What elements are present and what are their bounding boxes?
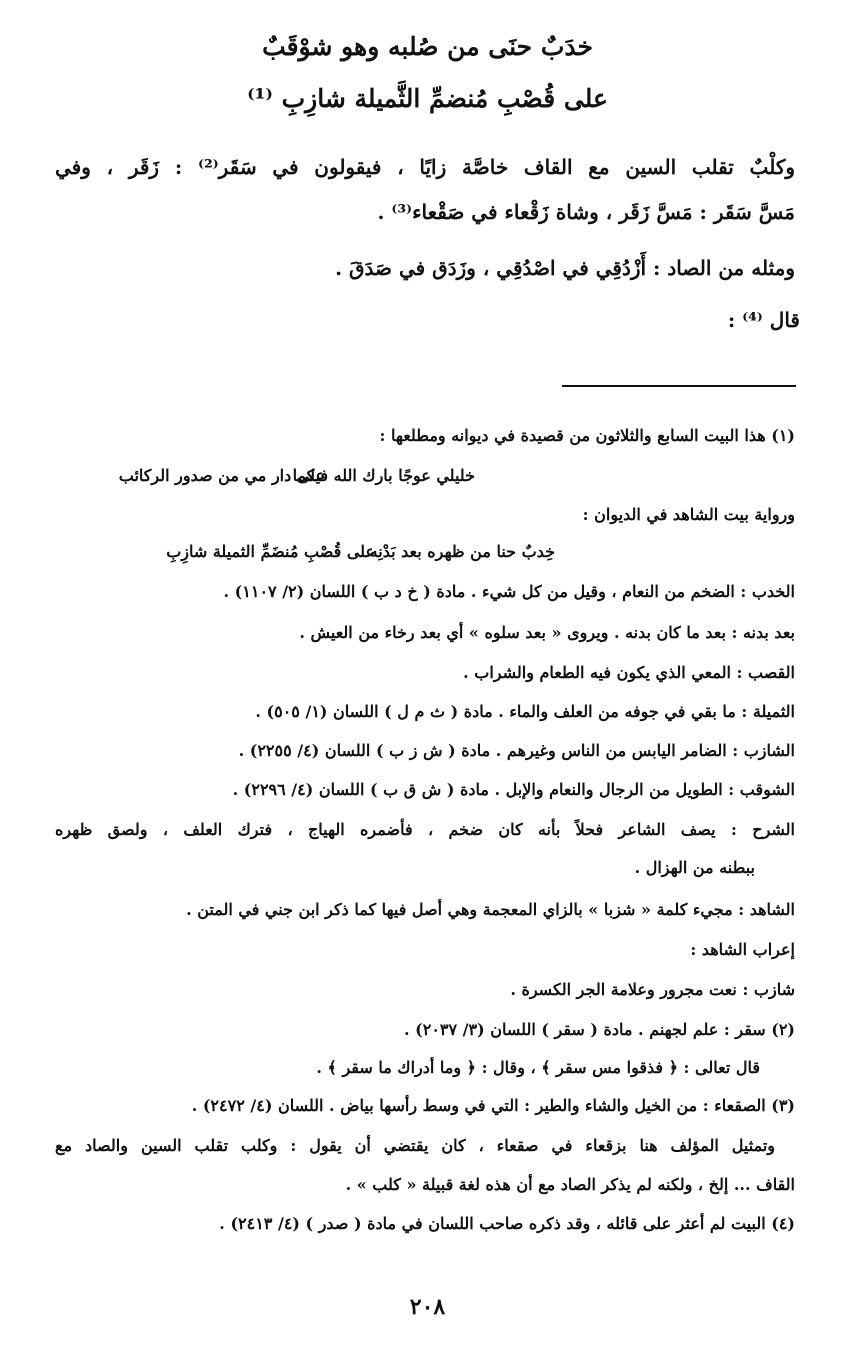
footnote-line: (٤) البيت لم أعثر على قائله ، وقد ذكره صاحب اللسان في مادة ( صدر ) (٤/ ٢٤١٣) . <box>219 1214 795 1233</box>
footnote-line: الثميلة : ما بقي في جوفه من العلف والماء . مادة ( ث م ل ) اللسان (١/ ٥٠٥) . <box>255 702 795 721</box>
footnote-1-riwaya: ورواية بيت الشاهد في الديوان : <box>582 505 795 524</box>
footnote-line: ببطنه من الهزال . <box>634 858 755 877</box>
footnote-line: الشوقب : الطويل من الرجال والنعام والإبل . مادة ( ش ق ب ) اللسان (٤/ ٢٢٩٦) . <box>232 780 795 799</box>
body-paragraph-line-1: وكلْبٌ تقلب السين مع القاف خاصَّة زايًا ، فيقولون في سَقَر⁽²⁾ : زَقَر ، وفي <box>55 155 796 179</box>
couplet-2-first-hemistich: خِدبٌ حنا من ظهره بعد بَدْنِه <box>369 542 555 561</box>
couplet-2-second-hemistich: على قُصْبِ مُنضَمِّ الثميلة شازِبِ <box>166 542 375 561</box>
verse-line-2: على قُصْبِ مُنضمِّ الثَّميلة شازِبِ ⁽¹⁾ <box>247 84 608 113</box>
footnote-line: الخدب : الضخم من النعام ، وقيل من كل شيء . مادة ( خ د ب ) اللسان (٢/ ١١٠٧) . <box>223 582 795 601</box>
body-paragraph-line-2: مَسَّ سَقَر : مَسَّ زَقَر ، وشاة زَقْعاء في صَقْعاء⁽³⁾ . <box>377 200 795 224</box>
footnote-1-intro: (١) هذا البيت السابع والثلاثون من قصيدة في ديوانه ومطلعها : <box>379 426 795 445</box>
footnote-separator <box>562 385 796 387</box>
page-number: ٢٠٨ <box>409 1294 446 1320</box>
couplet-1-second-hemistich: على دار مي من صدور الركائب <box>118 466 325 485</box>
footnote-line: الشازب : الضامر اليابس من الناس وغيرهم . مادة ( ش ز ب ) اللسان (٤/ ٢٢٥٥) . <box>238 741 795 760</box>
footnote-line: القاف ... إلخ ، ولكنه لم يذكر الصاد مع أن هذه لغة قبيلة « كلب » . <box>345 1175 795 1194</box>
footnote-line: (٣) الصقعاء : من الخيل والشاء والطير : التي في وسط رأسها بياض . اللسان (٤/ ٢٤٧٢) . <box>191 1096 795 1115</box>
footnote-line: قال تعالى : ﴿ فذقوا مس سقر ﴾ ، وقال : ﴿ وما أدراك ما سقر ﴾ . <box>316 1058 760 1077</box>
body-paragraph-line-3: ومثله من الصاد : أَزْدُقِي في اصْدُقِي ، وزَدَق في صَدَقَ . <box>335 256 795 280</box>
footnote-line: الشرح : يصف الشاعر فحلاً بأنه كان ضخم ، فأضمره الهياج ، فترك العلف ، ولصق ظهره <box>55 820 795 839</box>
footnote-line: وتمثيل المؤلف هنا بزقعاء في صقعاء ، كان يقتضي أن يقول : وكلب تقلب السين والصاد مع <box>55 1136 775 1155</box>
footnote-line: إعراب الشاهد : <box>690 940 795 959</box>
footnote-line: (٢) سقر : علم لجهنم . مادة ( سقر ) اللسان (٣/ ٢٠٣٧) . <box>404 1020 795 1039</box>
couplet-1-first-hemistich: خليلي عوجًا بارك الله فيكما <box>292 466 475 485</box>
footnote-line: الشاهد : مجيء كلمة « شزبا » بالزاي المعجمة وهي أصل فيها كما ذكر ابن جني في المتن . <box>186 900 795 919</box>
footnote-line: القصب : المعي الذي يكون فيه الطعام والشراب . <box>463 663 795 682</box>
footnote-line: شازب : نعت مجرور وعلامة الجر الكسرة . <box>510 980 795 999</box>
verse-line-1: خدَبٌ حنَى من صُلبه وهو شوْقَبٌ <box>262 32 593 61</box>
footnote-line: بعد بدنه : بعد ما كان بدنه . ويروى « بعد سلوه » أي بعد رخاء من العيش . <box>299 623 795 642</box>
body-paragraph-line-4: قال ⁽⁴⁾ : <box>727 308 800 332</box>
